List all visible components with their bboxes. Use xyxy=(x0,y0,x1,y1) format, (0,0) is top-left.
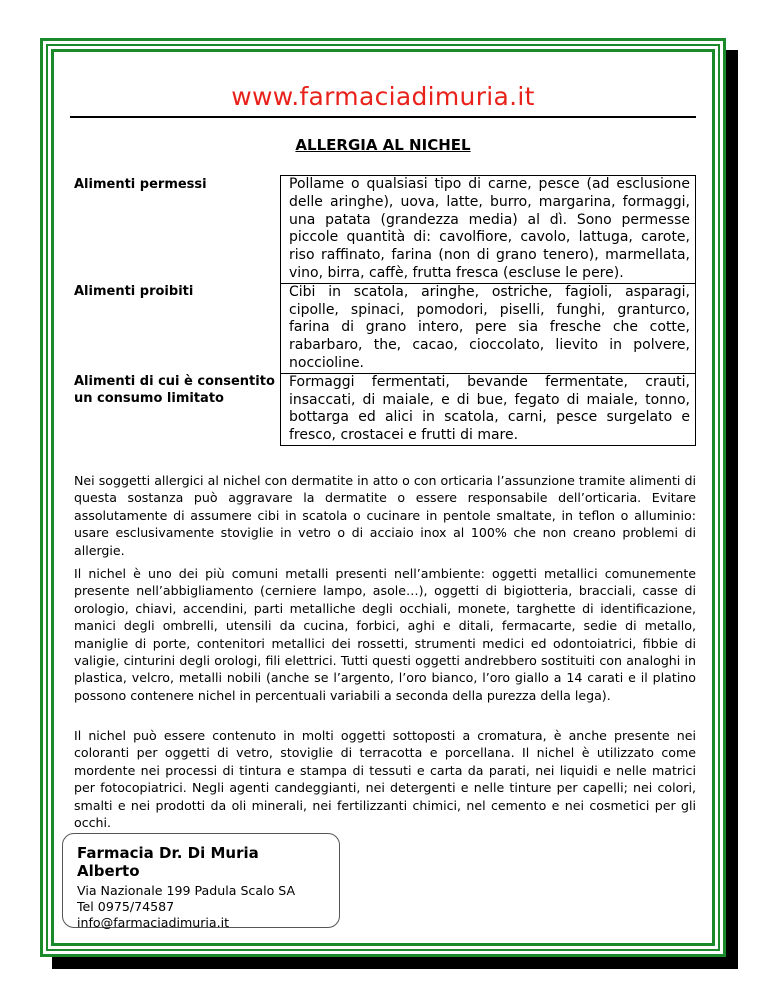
header-rule xyxy=(70,116,696,118)
paragraph-dermatitis: Nei soggetti allergici al nichel con dermatite in atto o con orticaria l’assunzione tramite alimenti di questa sostanza può aggravare la dermatite o essere responsabile dell’orticaria. Evitare assolutamente di assumere cibi in scatola o cucinare in pentole smaltate, in teflon o alluminio: usare esclusivamente stoviglie in vetro o di acciaio inox al 100% che non creano problemi di allergie. xyxy=(74,473,696,558)
pharmacy-phone: Tel 0975/74587 xyxy=(77,899,175,914)
row-text-limited: Formaggi fermentati, bevande fermentate, crauti, insaccati, di maiale, e di bue, fegato di maiale, tonno, bottarga ed alici in scatola, carni, pesce surgelato e fresco, crostacei e frutti di mare. xyxy=(281,373,696,445)
table-row xyxy=(68,373,696,445)
table-row xyxy=(68,283,696,373)
table-row xyxy=(68,176,696,284)
contact-card xyxy=(62,833,340,928)
paragraph-objects: Il nichel è uno dei più comuni metalli presenti nell’ambiente: oggetti metallici comunemente presente nell’abbigliamento (cerniere lampo, asole…), oggetti di bigiotteria, bracciali, casse di orologio, chiavi, accendini, parti metalliche degli occhiali, monete, targhette di identificazione, manici degli ombrelli, utensili da cucina, forbici, aghi e ditali, fermacarte, sedie di metallo, maniglie di porte, contenitori metallici dei rossetti, strumenti medici ed odontoiatrici, fibbie di valigie, cinturini degli orologi, fili elettrici. Tutti questi oggetti andrebbero sostituiti con analoghi in plastica, velcro, metalli nobili (anche se l’argento, l’oro bianco, l’oro giallo a 14 carati e il platino possono contenere nichel in percentuali variabili a seconda della purezza della lega). xyxy=(74,566,696,703)
row-text-permitted: Pollame o qualsiasi tipo di carne, pesce (ad esclusione delle aringhe), uova, latte, burro, margarina, formaggi, una patata (grandezza media) al dì. Sono permesse piccole quantità di: cavolfiore, cavolo, lattuga, carote, riso raffinato, farina (non di grano tenero), marmellata, vino, birra, caffè, frutta fresca (escluse le pere). xyxy=(281,176,696,284)
document-title: ALLERGIA AL NICHEL xyxy=(295,136,471,154)
pharmacy-address: Via Nazionale 199 Padula Scalo SA xyxy=(77,883,296,898)
row-label-forbidden: Alimenti proibiti xyxy=(74,284,194,300)
pharmacy-name: Farmacia Dr. Di Muria Alberto xyxy=(77,844,259,880)
food-table xyxy=(68,175,696,446)
row-label-permitted: Alimenti permessi xyxy=(74,176,207,192)
website-header: www.farmaciadimuria.it xyxy=(231,82,535,111)
row-label-limited: Alimenti di cui è consentito un consumo limitato xyxy=(74,374,275,407)
row-text-forbidden: Cibi in scatola, aringhe, ostriche, fagioli, asparagi, cipolle, spinaci, pomodori, piselli, funghi, granturco, farina di grano intero, pere sia fresche che cotte, rabarbaro, the, cacao, cioccolato, lievito in polvere, noccioline. xyxy=(281,283,696,373)
paragraph-chrome: Il nichel può essere contenuto in molti oggetti sottoposti a cromatura, è anche presente nei coloranti per oggetti di vetro, stoviglie di terracotta e porcellana. Il nichel è utilizzato come mordente nei processi di tintura e stampa di tessuti e carta da parati, nei liquidi e nelle matrici per fotocopiatrici. Negli agenti candeggianti, nei detergenti e nelle tinture per capelli; nei colori, smalti e nei prodotti da oli minerali, nei fertilizzanti chimici, nel cemento e nei cosmetici per gli occhi. xyxy=(74,728,696,831)
pharmacy-email: info@farmaciadimuria.it xyxy=(77,915,230,930)
